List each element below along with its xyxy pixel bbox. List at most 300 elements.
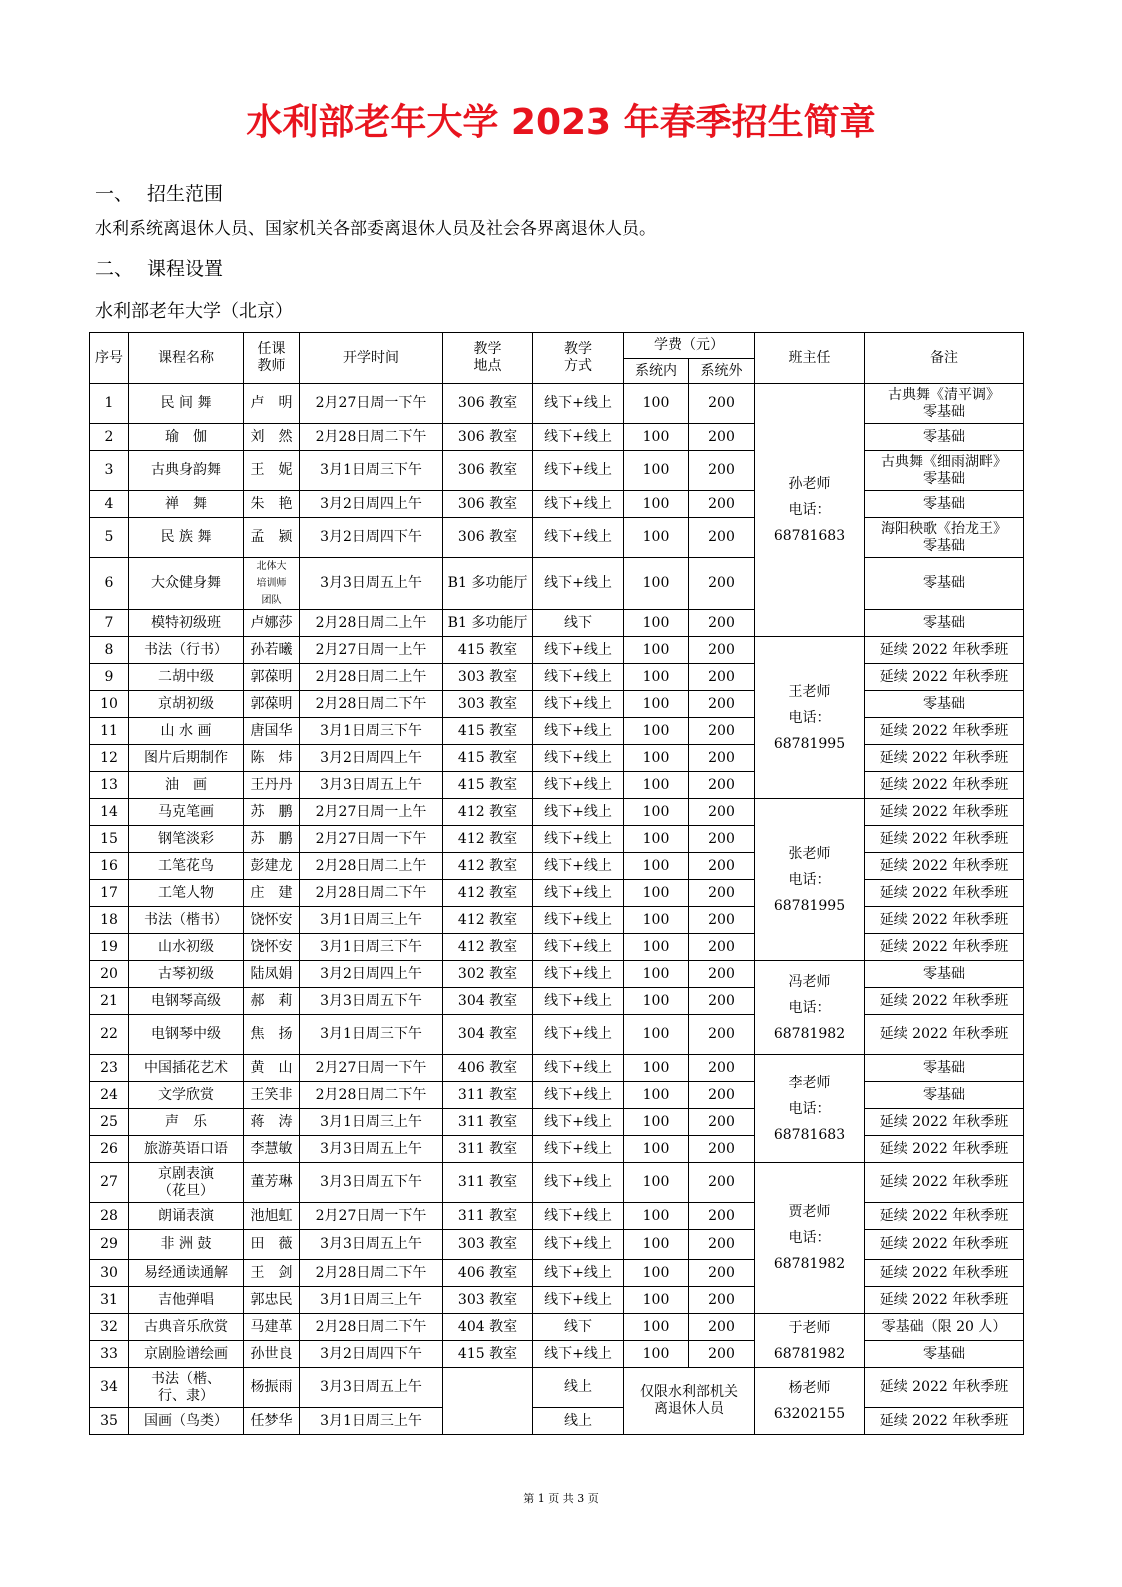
course-name: 电钢琴高级 <box>129 988 244 1015</box>
section-heading-courses <box>95 255 223 283</box>
course-note: 延续 2022 年秋季班 <box>865 1136 1024 1163</box>
course-place: 415 教室 <box>443 718 533 745</box>
course-place: 306 教室 <box>443 518 533 558</box>
course-fee-external: 200 <box>689 1055 755 1082</box>
course-note: 延续 2022 年秋季班 <box>865 637 1024 664</box>
course-fee-internal: 100 <box>624 799 689 826</box>
course-seq: 2 <box>90 424 129 451</box>
course-name: 国画（鸟类） <box>129 1408 244 1435</box>
course-start-time: 3月2日周四下午 <box>300 518 443 558</box>
course-fee-internal: 100 <box>624 558 689 610</box>
enrollment-scope-text: 水利系统离退休人员、国家机关各部委离退休人员及社会各界离退休人员。 <box>95 219 656 239</box>
course-note: 零基础 <box>865 1341 1024 1368</box>
header-seq: 序号 <box>90 333 129 384</box>
course-seq: 26 <box>90 1136 129 1163</box>
course-seq: 22 <box>90 1015 129 1055</box>
table-row <box>90 1203 1024 1230</box>
course-note: 零基础 <box>865 961 1024 988</box>
course-fee-internal: 100 <box>624 451 689 491</box>
course-place: 415 教室 <box>443 637 533 664</box>
course-mode: 线下+线上 <box>533 1341 624 1368</box>
course-place: 306 教室 <box>443 424 533 451</box>
course-teacher: 庄 建 <box>244 880 300 907</box>
table-row <box>90 961 1024 988</box>
course-teacher: 王 剑 <box>244 1260 300 1287</box>
course-fee-external: 200 <box>689 384 755 424</box>
course-fee-external: 200 <box>689 637 755 664</box>
course-teacher: 郭葆明 <box>244 691 300 718</box>
course-note: 延续 2022 年秋季班 <box>865 718 1024 745</box>
course-start-time: 3月2日周四上午 <box>300 745 443 772</box>
course-teacher: 任梦华 <box>244 1408 300 1435</box>
course-seq: 7 <box>90 610 129 637</box>
course-seq: 30 <box>90 1260 129 1287</box>
course-teacher: 田 薇 <box>244 1230 300 1260</box>
course-fee-internal: 100 <box>624 491 689 518</box>
course-start-time: 3月2日周四上午 <box>300 961 443 988</box>
course-name: 京剧脸谱绘画 <box>129 1341 244 1368</box>
course-start-time: 3月3日周五上午 <box>300 1368 443 1408</box>
course-place: B1 多功能厅 <box>443 610 533 637</box>
table-row <box>90 988 1024 1015</box>
course-fee-external: 200 <box>689 610 755 637</box>
course-place: 415 教室 <box>443 772 533 799</box>
course-name: 禅 舞 <box>129 491 244 518</box>
course-note: 延续 2022 年秋季班 <box>865 880 1024 907</box>
course-name: 书法（楷书） <box>129 907 244 934</box>
table-row <box>90 880 1024 907</box>
course-start-time: 3月3日周五上午 <box>300 558 443 610</box>
course-place: 311 教室 <box>443 1136 533 1163</box>
course-seq: 13 <box>90 772 129 799</box>
head-teacher: 李老师 电话： 68781683 <box>755 1055 865 1163</box>
section-label: 招生范围 <box>147 183 224 205</box>
course-fee-external: 200 <box>689 853 755 880</box>
course-start-time: 2月27日周一下午 <box>300 826 443 853</box>
course-fee-internal: 100 <box>624 1136 689 1163</box>
course-mode: 线下+线上 <box>533 718 624 745</box>
course-fee-external: 200 <box>689 424 755 451</box>
course-name: 民 间 舞 <box>129 384 244 424</box>
course-place: 311 教室 <box>443 1109 533 1136</box>
table-row <box>90 1368 1024 1408</box>
course-mode: 线下+线上 <box>533 451 624 491</box>
course-start-time: 3月1日周三下午 <box>300 1015 443 1055</box>
course-seq: 10 <box>90 691 129 718</box>
course-seq: 25 <box>90 1109 129 1136</box>
course-mode: 线下+线上 <box>533 1136 624 1163</box>
course-seq: 23 <box>90 1055 129 1082</box>
course-mode: 线下+线上 <box>533 1230 624 1260</box>
course-mode: 线下+线上 <box>533 558 624 610</box>
course-start-time: 3月1日周三上午 <box>300 907 443 934</box>
course-note: 零基础 <box>865 491 1024 518</box>
course-mode: 线下+线上 <box>533 907 624 934</box>
course-seq: 29 <box>90 1230 129 1260</box>
course-seq: 18 <box>90 907 129 934</box>
course-fee-internal: 100 <box>624 961 689 988</box>
course-mode: 线下+线上 <box>533 772 624 799</box>
course-name: 书法（行书） <box>129 637 244 664</box>
table-row <box>90 1015 1024 1055</box>
course-seq: 27 <box>90 1163 129 1203</box>
course-seq: 31 <box>90 1287 129 1314</box>
course-start-time: 2月28日周二上午 <box>300 610 443 637</box>
course-place: 311 教室 <box>443 1203 533 1230</box>
course-note: 延续 2022 年秋季班 <box>865 772 1024 799</box>
head-teacher: 冯老师 电话： 68781982 <box>755 961 865 1055</box>
table-row <box>90 826 1024 853</box>
course-fee-internal: 100 <box>624 1260 689 1287</box>
course-seq: 5 <box>90 518 129 558</box>
table-row <box>90 491 1024 518</box>
course-fee-internal: 100 <box>624 988 689 1015</box>
course-fee-internal: 100 <box>624 1230 689 1260</box>
header-course-name: 课程名称 <box>129 333 244 384</box>
course-fee-external: 200 <box>689 988 755 1015</box>
course-fee-external: 200 <box>689 961 755 988</box>
table-row <box>90 1082 1024 1109</box>
head-teacher: 王老师 电话： 68781995 <box>755 637 865 799</box>
course-place: 311 教室 <box>443 1163 533 1203</box>
course-name: 京胡初级 <box>129 691 244 718</box>
course-mode: 线下+线上 <box>533 1203 624 1230</box>
course-fee-external: 200 <box>689 1163 755 1203</box>
course-teacher: 董芳琳 <box>244 1163 300 1203</box>
course-note: 延续 2022 年秋季班 <box>865 853 1024 880</box>
course-note: 延续 2022 年秋季班 <box>865 934 1024 961</box>
table-row <box>90 384 1024 424</box>
course-fee-external: 200 <box>689 1203 755 1230</box>
course-teacher: 焦 扬 <box>244 1015 300 1055</box>
course-seq: 4 <box>90 491 129 518</box>
header-fee-internal: 系统内 <box>624 359 689 384</box>
course-start-time: 2月27日周一上午 <box>300 799 443 826</box>
header-start-time: 开学时间 <box>300 333 443 384</box>
section-number: 二、 <box>95 258 134 280</box>
course-teacher: 李慧敏 <box>244 1136 300 1163</box>
table-row <box>90 637 1024 664</box>
table-row <box>90 558 1024 610</box>
course-teacher: 彭建龙 <box>244 853 300 880</box>
course-fee-external: 200 <box>689 1314 755 1341</box>
course-place: 304 教室 <box>443 1015 533 1055</box>
course-note: 古典舞《清平调》 零基础 <box>865 384 1024 424</box>
course-place: 415 教室 <box>443 745 533 772</box>
course-place <box>443 1368 533 1435</box>
table-row <box>90 718 1024 745</box>
course-fee-internal: 100 <box>624 1314 689 1341</box>
course-name: 非 洲 鼓 <box>129 1230 244 1260</box>
course-note: 延续 2022 年秋季班 <box>865 664 1024 691</box>
course-table <box>89 332 1024 1435</box>
table-row <box>90 1408 1024 1435</box>
course-seq: 8 <box>90 637 129 664</box>
course-note: 零基础 <box>865 1082 1024 1109</box>
course-start-time: 3月3日周五上午 <box>300 772 443 799</box>
course-fee-external: 200 <box>689 745 755 772</box>
course-mode: 线下+线上 <box>533 637 624 664</box>
course-teacher: 杨振雨 <box>244 1368 300 1408</box>
fee-note: 仅限水利部机关 离退休人员 <box>624 1368 755 1435</box>
course-name: 民 族 舞 <box>129 518 244 558</box>
course-seq: 32 <box>90 1314 129 1341</box>
course-mode: 线下+线上 <box>533 691 624 718</box>
course-teacher: 卢娜莎 <box>244 610 300 637</box>
head-teacher: 于老师 68781982 <box>755 1314 865 1368</box>
course-mode: 线上 <box>533 1368 624 1408</box>
course-name: 文学欣赏 <box>129 1082 244 1109</box>
course-teacher: 孟 颍 <box>244 518 300 558</box>
course-mode: 线下+线上 <box>533 1109 624 1136</box>
course-name: 吉他弹唱 <box>129 1287 244 1314</box>
course-mode: 线下+线上 <box>533 1082 624 1109</box>
header-fee-external: 系统外 <box>689 359 755 384</box>
table-row <box>90 1314 1024 1341</box>
course-fee-internal: 100 <box>624 745 689 772</box>
course-note: 延续 2022 年秋季班 <box>865 745 1024 772</box>
course-start-time: 3月2日周四下午 <box>300 1341 443 1368</box>
course-seq: 19 <box>90 934 129 961</box>
table-row <box>90 1230 1024 1260</box>
course-teacher: 马建革 <box>244 1314 300 1341</box>
course-fee-external: 200 <box>689 558 755 610</box>
course-start-time: 2月28日周二下午 <box>300 880 443 907</box>
course-note: 零基础（限 20 人） <box>865 1314 1024 1341</box>
course-seq: 17 <box>90 880 129 907</box>
course-note: 延续 2022 年秋季班 <box>865 1163 1024 1203</box>
course-name: 山 水 画 <box>129 718 244 745</box>
header-mode: 教学 方式 <box>533 333 624 384</box>
course-seq: 20 <box>90 961 129 988</box>
course-mode: 线下+线上 <box>533 1055 624 1082</box>
course-note: 零基础 <box>865 1055 1024 1082</box>
course-place: 412 教室 <box>443 907 533 934</box>
course-place: 303 教室 <box>443 1230 533 1260</box>
course-name: 二胡中级 <box>129 664 244 691</box>
course-mode: 线下+线上 <box>533 1287 624 1314</box>
course-start-time: 2月28日周二下午 <box>300 424 443 451</box>
course-start-time: 3月1日周三上午 <box>300 1109 443 1136</box>
course-note: 零基础 <box>865 691 1024 718</box>
course-fee-internal: 100 <box>624 1015 689 1055</box>
course-teacher: 苏 鹏 <box>244 826 300 853</box>
course-seq: 1 <box>90 384 129 424</box>
course-mode: 线下+线上 <box>533 880 624 907</box>
header-place: 教学 地点 <box>443 333 533 384</box>
course-name: 古琴初级 <box>129 961 244 988</box>
course-teacher: 卢 明 <box>244 384 300 424</box>
course-seq: 12 <box>90 745 129 772</box>
course-name: 工笔人物 <box>129 880 244 907</box>
table-row <box>90 664 1024 691</box>
header-head-teacher: 班主任 <box>755 333 865 384</box>
course-mode: 线下+线上 <box>533 491 624 518</box>
course-start-time: 3月3日周五上午 <box>300 1136 443 1163</box>
course-place: 412 教室 <box>443 853 533 880</box>
course-note: 零基础 <box>865 610 1024 637</box>
table-row <box>90 1287 1024 1314</box>
course-fee-internal: 100 <box>624 853 689 880</box>
course-fee-internal: 100 <box>624 907 689 934</box>
course-place: B1 多功能厅 <box>443 558 533 610</box>
course-note: 延续 2022 年秋季班 <box>865 1287 1024 1314</box>
table-row <box>90 424 1024 451</box>
course-fee-external: 200 <box>689 1015 755 1055</box>
course-name: 书法（楷、 行、隶） <box>129 1368 244 1408</box>
course-fee-internal: 100 <box>624 664 689 691</box>
head-teacher: 孙老师 电话： 68781683 <box>755 384 865 637</box>
table-row <box>90 1109 1024 1136</box>
course-fee-internal: 100 <box>624 691 689 718</box>
course-note: 延续 2022 年秋季班 <box>865 1260 1024 1287</box>
course-mode: 线下+线上 <box>533 384 624 424</box>
table-row <box>90 691 1024 718</box>
course-teacher: 朱 艳 <box>244 491 300 518</box>
course-place: 306 教室 <box>443 451 533 491</box>
table-row <box>90 1055 1024 1082</box>
course-start-time: 3月1日周三下午 <box>300 718 443 745</box>
course-mode: 线下+线上 <box>533 745 624 772</box>
course-fee-internal: 100 <box>624 718 689 745</box>
course-seq: 3 <box>90 451 129 491</box>
course-start-time: 3月1日周三上午 <box>300 1287 443 1314</box>
table-row <box>90 610 1024 637</box>
course-fee-external: 200 <box>689 826 755 853</box>
page-footer: 第 1 页 共 3 页 <box>523 1492 599 1505</box>
table-row <box>90 745 1024 772</box>
course-fee-external: 200 <box>689 1287 755 1314</box>
course-mode: 线下+线上 <box>533 826 624 853</box>
table-row <box>90 1163 1024 1203</box>
course-note: 延续 2022 年秋季班 <box>865 1109 1024 1136</box>
course-teacher: 唐国华 <box>244 718 300 745</box>
course-name: 声 乐 <box>129 1109 244 1136</box>
course-fee-external: 200 <box>689 451 755 491</box>
course-name: 古典音乐欣赏 <box>129 1314 244 1341</box>
course-place: 406 教室 <box>443 1260 533 1287</box>
course-start-time: 2月28日周二下午 <box>300 1260 443 1287</box>
course-name: 钢笔淡彩 <box>129 826 244 853</box>
course-mode: 线下+线上 <box>533 518 624 558</box>
course-start-time: 3月3日周五下午 <box>300 988 443 1015</box>
head-teacher: 张老师 电话： 68781995 <box>755 799 865 961</box>
course-place: 304 教室 <box>443 988 533 1015</box>
course-teacher: 郭忠民 <box>244 1287 300 1314</box>
table-row <box>90 907 1024 934</box>
course-teacher: 池旭虹 <box>244 1203 300 1230</box>
course-start-time: 3月1日周三上午 <box>300 1408 443 1435</box>
course-fee-internal: 100 <box>624 934 689 961</box>
course-mode: 线下+线上 <box>533 988 624 1015</box>
course-seq: 9 <box>90 664 129 691</box>
course-fee-internal: 100 <box>624 1109 689 1136</box>
course-note: 零基础 <box>865 424 1024 451</box>
course-name: 模特初级班 <box>129 610 244 637</box>
course-teacher: 孙世良 <box>244 1341 300 1368</box>
course-fee-internal: 100 <box>624 1055 689 1082</box>
course-note: 延续 2022 年秋季班 <box>865 988 1024 1015</box>
course-place: 311 教室 <box>443 1082 533 1109</box>
course-mode: 线下+线上 <box>533 1163 624 1203</box>
header-fee: 学费（元） <box>624 333 755 359</box>
course-place: 412 教室 <box>443 934 533 961</box>
course-name: 古典身韵舞 <box>129 451 244 491</box>
section-number: 一、 <box>95 183 134 205</box>
course-seq: 28 <box>90 1203 129 1230</box>
table-row <box>90 1341 1024 1368</box>
course-start-time: 2月28日周二下午 <box>300 1314 443 1341</box>
course-start-time: 2月27日周一下午 <box>300 384 443 424</box>
course-place: 412 教室 <box>443 880 533 907</box>
course-seq: 21 <box>90 988 129 1015</box>
course-seq: 33 <box>90 1341 129 1368</box>
course-mode: 线下+线上 <box>533 934 624 961</box>
course-mode: 线上 <box>533 1408 624 1435</box>
course-fee-external: 200 <box>689 934 755 961</box>
course-note: 延续 2022 年秋季班 <box>865 1408 1024 1435</box>
course-fee-external: 200 <box>689 907 755 934</box>
course-mode: 线下+线上 <box>533 424 624 451</box>
course-fee-external: 200 <box>689 799 755 826</box>
course-fee-external: 200 <box>689 880 755 907</box>
course-seq: 16 <box>90 853 129 880</box>
course-seq: 11 <box>90 718 129 745</box>
course-start-time: 3月3日周五下午 <box>300 1163 443 1203</box>
course-note: 延续 2022 年秋季班 <box>865 1368 1024 1408</box>
course-note: 古典舞《细雨湖畔》 零基础 <box>865 451 1024 491</box>
course-start-time: 2月27日周一下午 <box>300 1055 443 1082</box>
course-teacher: 陈 炜 <box>244 745 300 772</box>
course-teacher: 王丹丹 <box>244 772 300 799</box>
campus-heading: 水利部老年大学（北京） <box>95 301 293 322</box>
course-teacher: 陆凤娟 <box>244 961 300 988</box>
section-label: 课程设置 <box>147 258 224 280</box>
course-teacher: 蒋 涛 <box>244 1109 300 1136</box>
course-fee-internal: 100 <box>624 1082 689 1109</box>
table-row <box>90 799 1024 826</box>
table-row <box>90 934 1024 961</box>
course-teacher: 刘 然 <box>244 424 300 451</box>
course-place: 406 教室 <box>443 1055 533 1082</box>
course-teacher: 王 妮 <box>244 451 300 491</box>
course-mode: 线下+线上 <box>533 799 624 826</box>
table-row <box>90 451 1024 491</box>
course-mode: 线下+线上 <box>533 664 624 691</box>
course-place: 306 教室 <box>443 384 533 424</box>
course-fee-internal: 100 <box>624 424 689 451</box>
course-fee-external: 200 <box>689 1136 755 1163</box>
course-name: 油 画 <box>129 772 244 799</box>
section-heading-enrollment <box>95 180 223 208</box>
course-fee-external: 200 <box>689 1082 755 1109</box>
course-name: 朗诵表演 <box>129 1203 244 1230</box>
course-note: 延续 2022 年秋季班 <box>865 826 1024 853</box>
course-name: 旅游英语口语 <box>129 1136 244 1163</box>
course-fee-internal: 100 <box>624 610 689 637</box>
course-teacher: 孙若曦 <box>244 637 300 664</box>
course-mode: 线下+线上 <box>533 961 624 988</box>
course-fee-external: 200 <box>689 1230 755 1260</box>
course-fee-internal: 100 <box>624 772 689 799</box>
course-seq: 35 <box>90 1408 129 1435</box>
course-seq: 15 <box>90 826 129 853</box>
course-teacher: 黄 山 <box>244 1055 300 1082</box>
course-fee-external: 200 <box>689 1109 755 1136</box>
course-place: 306 教室 <box>443 491 533 518</box>
course-place: 415 教室 <box>443 1341 533 1368</box>
course-fee-external: 200 <box>689 718 755 745</box>
